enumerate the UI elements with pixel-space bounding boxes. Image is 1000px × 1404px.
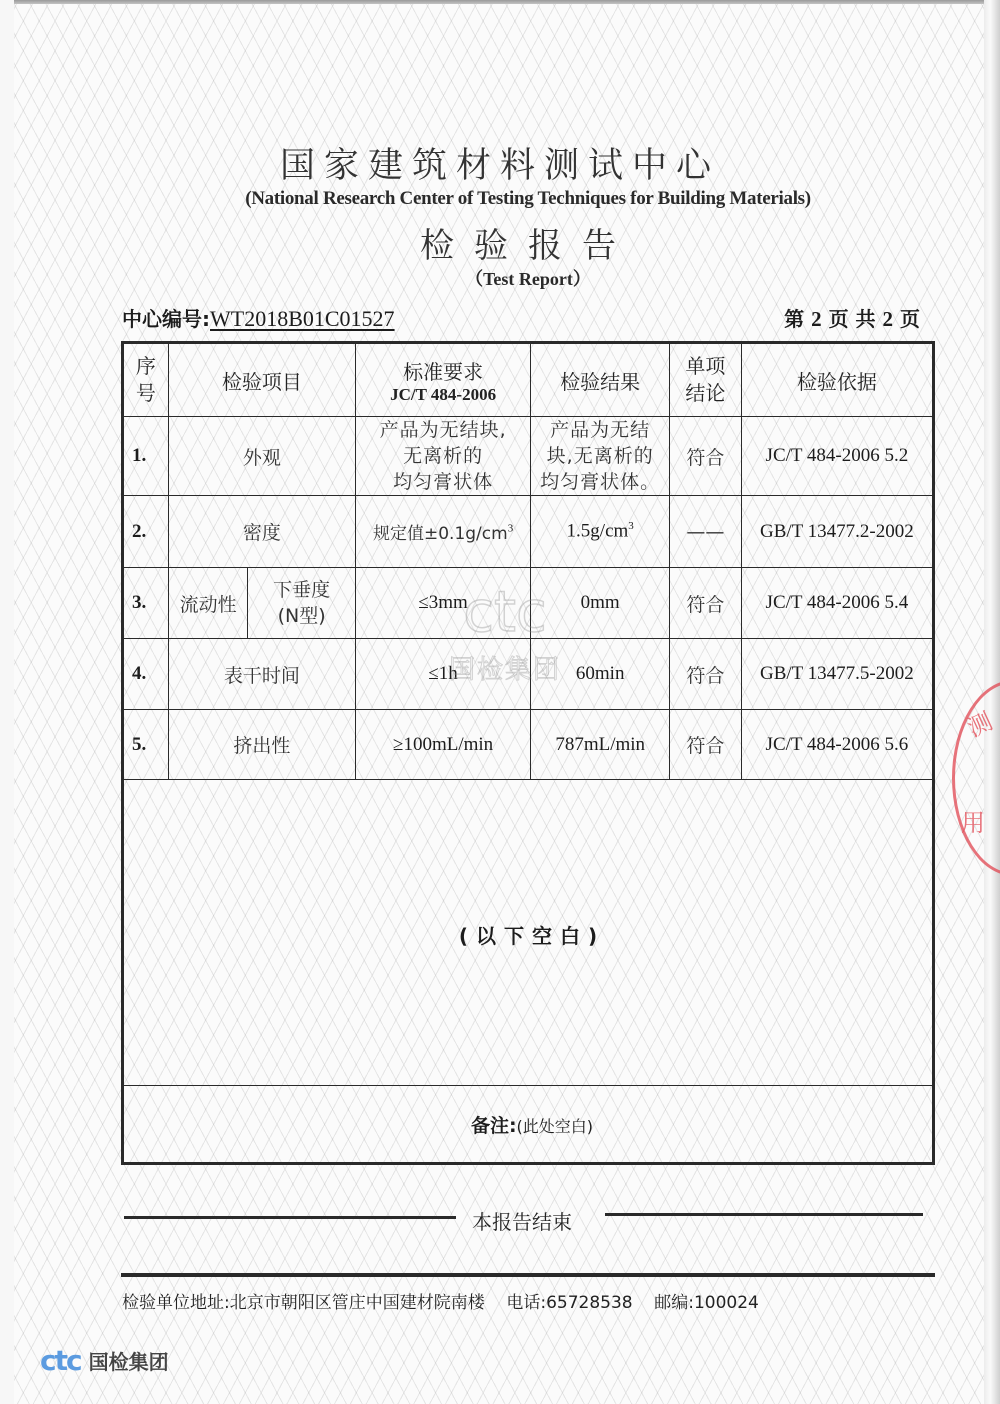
row-sub-item: 下垂度 (N型)	[248, 568, 355, 639]
col-header-result: 检验结果	[531, 343, 670, 417]
table-row	[123, 417, 934, 496]
footer-contact	[122, 1288, 759, 1313]
row-seq: 1.	[123, 417, 169, 496]
table-row	[123, 496, 934, 568]
row-requirement: ≤1h	[355, 639, 530, 710]
report-end-text: 本报告结束	[472, 1210, 572, 1234]
row-result: 60min	[531, 639, 670, 710]
row-basis: GB/T 13477.2-2002	[741, 496, 933, 568]
row-requirement: 产品为无结块, 无离析的 均匀膏状体	[355, 417, 530, 496]
page-current: 2	[811, 307, 822, 331]
row-requirement: ≤3mm	[355, 568, 530, 639]
center-number-value: WT2018B01C01527	[210, 306, 395, 331]
test-results-table	[121, 341, 935, 1165]
row-seq: 2.	[123, 496, 169, 568]
footer-postcode: 邮编:100024	[654, 1293, 759, 1313]
stamp-char-2: 用	[961, 809, 985, 837]
row-conclusion: 符合	[670, 710, 742, 780]
col-header-requirement: 标准要求 JC/T 484-2006	[355, 343, 530, 417]
center-number	[122, 303, 395, 332]
remark-section	[123, 1086, 934, 1164]
row-item: 流动性	[168, 568, 248, 639]
row-basis: JC/T 484-2006 5.2	[741, 417, 933, 496]
footer-divider	[121, 1273, 935, 1277]
row-basis: GB/T 13477.5-2002	[741, 639, 933, 710]
row-conclusion: ——	[670, 496, 742, 568]
company-name: 国检集团	[88, 1350, 169, 1374]
row-conclusion: 符合	[670, 639, 742, 710]
row-seq: 3.	[123, 568, 169, 639]
table-row	[123, 568, 934, 639]
row-result: $1.5g/cm^3$	[531, 496, 670, 568]
row-requirement: ≥100mL/min	[355, 710, 530, 780]
page-indicator	[784, 303, 920, 332]
remark-value: (此处空白)	[516, 1116, 594, 1136]
stamp-char-1: 测	[963, 707, 997, 743]
ctc-logo-icon: ctc	[40, 1343, 81, 1377]
report-title-cn: 检验报告	[420, 226, 636, 266]
table-row	[123, 710, 934, 780]
report-title-en: （Test Report）	[465, 269, 591, 289]
end-divider-right	[605, 1213, 923, 1216]
institution-title-en: (National Research Center of Testing Techniques for Building Materials)	[245, 188, 811, 209]
row-result: 787mL/min	[531, 710, 670, 780]
blank-section	[123, 780, 934, 1086]
col-header-conclusion: 单项 结论	[670, 343, 742, 417]
page-suffix: 页	[900, 307, 920, 331]
page-mid: 页 共	[828, 307, 876, 331]
row-requirement: 规定值$\pm 0.1g/cm^3$	[355, 496, 530, 568]
col-header-seq: 序 号	[123, 343, 169, 417]
row-result: 产品为无结 块,无离析的 均匀膏状体。	[531, 417, 670, 496]
row-item: 挤出性	[168, 710, 355, 780]
table-header-row	[123, 343, 934, 417]
row-item: 表干时间	[168, 639, 355, 710]
institution-title-cn: 国家建筑材料测试中心	[279, 146, 720, 186]
table-row	[123, 639, 934, 710]
col-header-basis: 检验依据	[741, 343, 933, 417]
row-conclusion: 符合	[670, 417, 742, 496]
footer-phone: 电话:65728538	[506, 1293, 633, 1313]
row-seq: 5.	[123, 710, 169, 780]
row-item: 外观	[168, 417, 355, 496]
page-prefix: 第	[784, 307, 805, 331]
row-seq: 4.	[123, 639, 169, 710]
row-basis: JC/T 484-2006 5.6	[741, 710, 933, 780]
col-header-item: 检验项目	[168, 343, 355, 417]
remark-label: 备注:	[470, 1114, 517, 1137]
center-number-label: 中心编号:	[122, 307, 210, 331]
blank-below-note: (以下空白)	[458, 924, 606, 948]
end-divider-left	[124, 1216, 456, 1219]
company-logo	[40, 1343, 169, 1377]
row-conclusion: 符合	[670, 568, 742, 639]
page-total: 2	[882, 307, 894, 331]
footer-address: 检验单位地址:北京市朝阳区管庄中国建材院南楼	[122, 1293, 485, 1313]
row-basis: JC/T 484-2006 5.4	[741, 568, 933, 639]
row-result: 0mm	[531, 568, 670, 639]
row-item: 密度	[168, 496, 355, 568]
